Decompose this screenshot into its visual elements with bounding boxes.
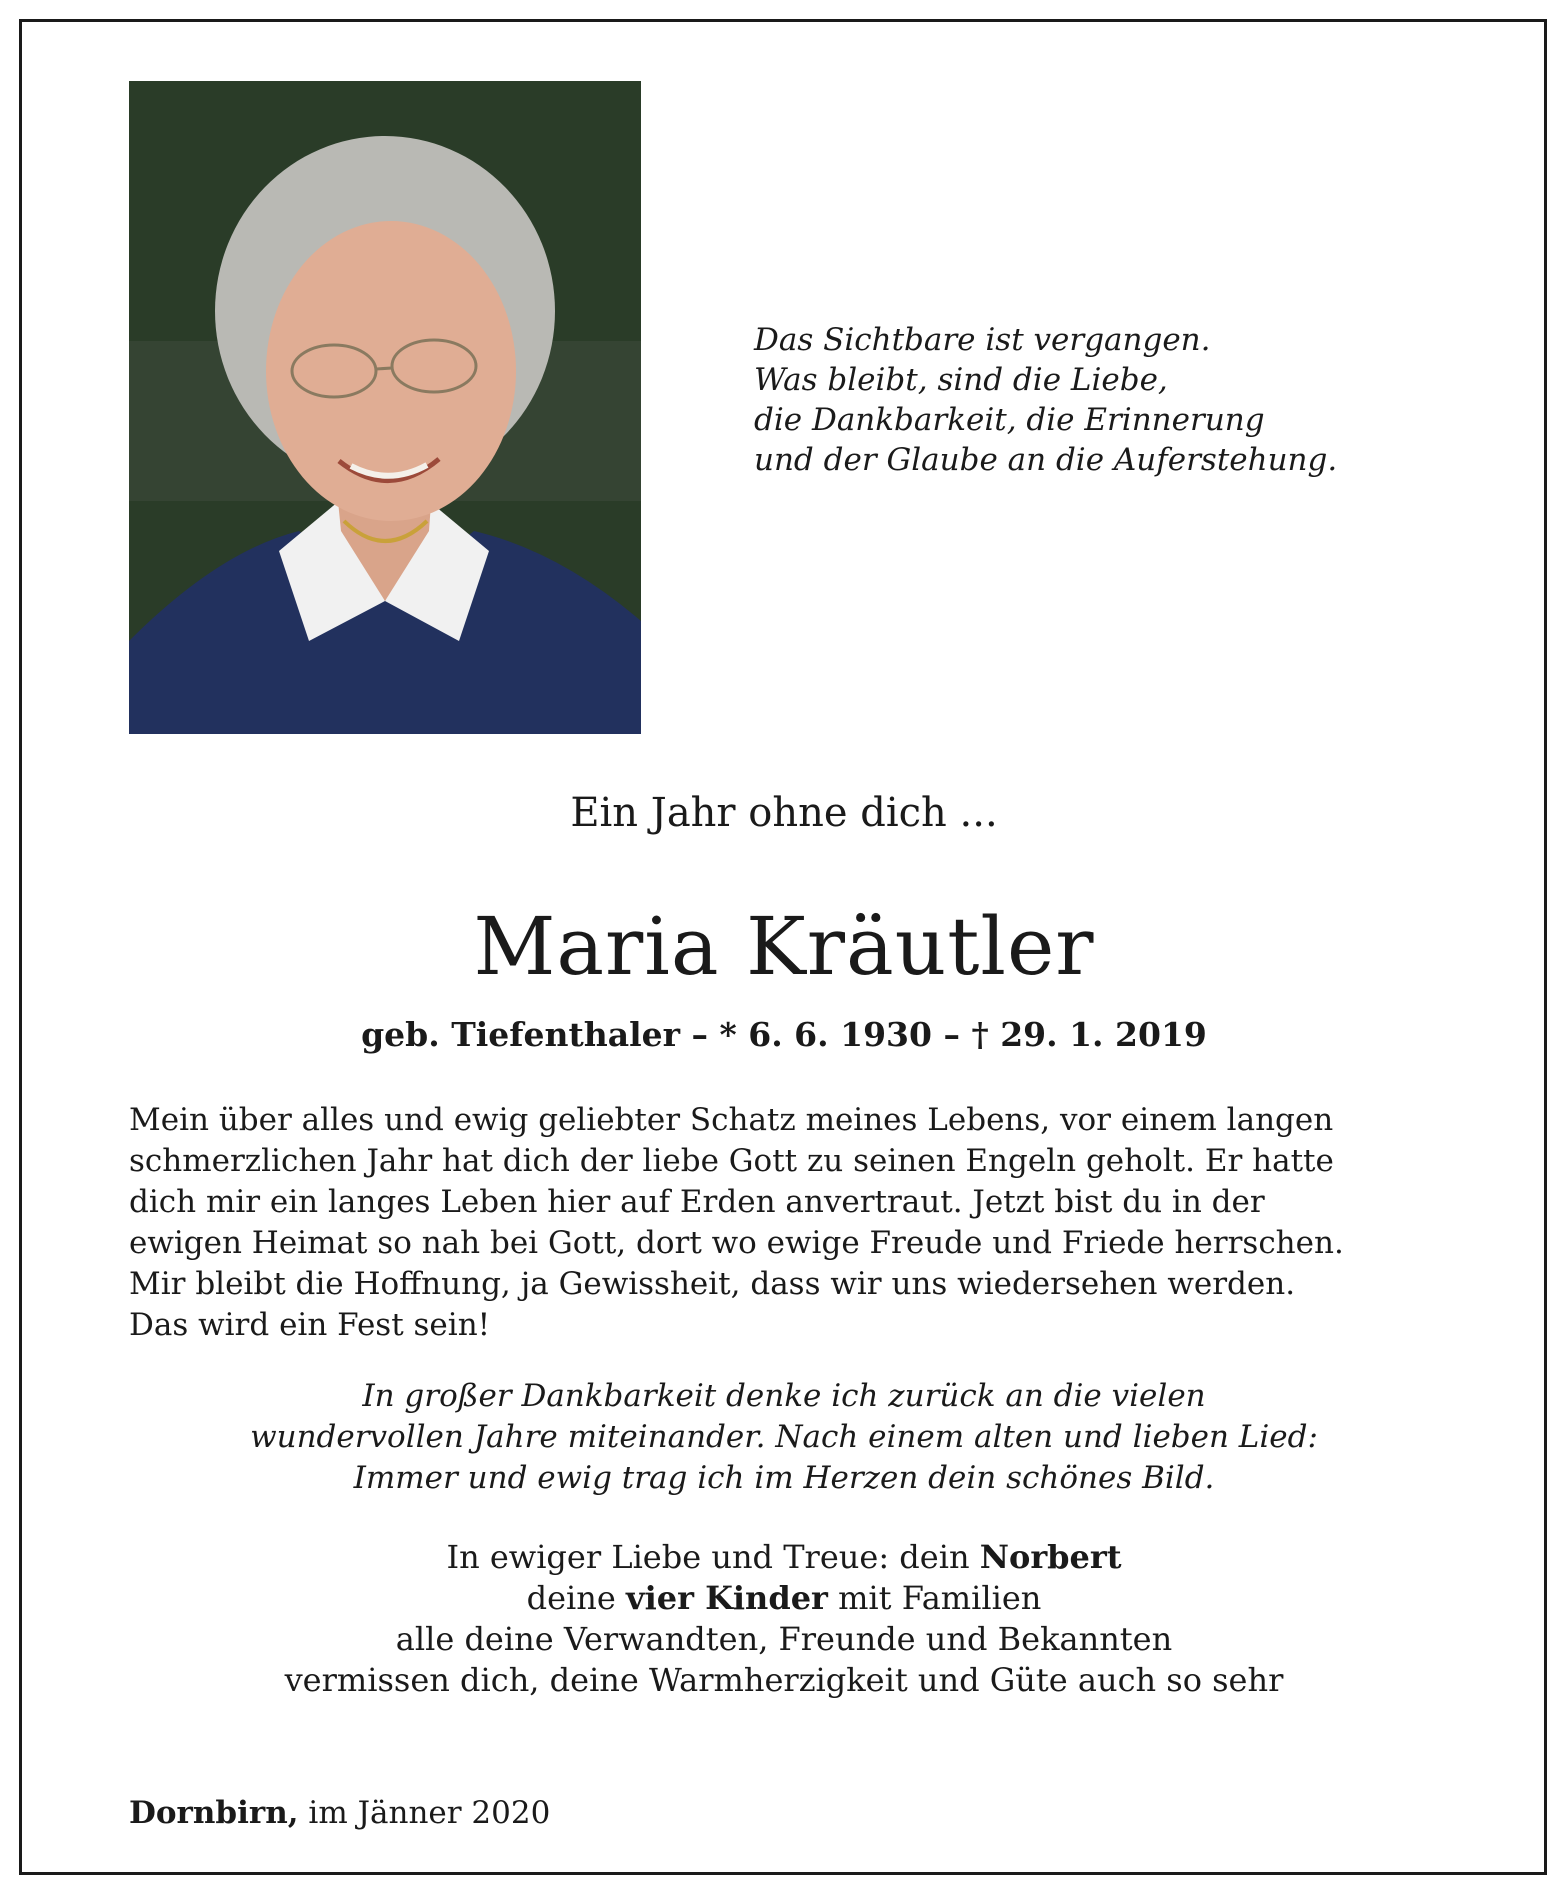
signature-name: Norbert [979,1538,1122,1576]
verse-line: Was bleibt, sind die Liebe, [754,362,1168,398]
portrait-photo [129,81,641,734]
verse-line: und der Glaube an die Auferstehung. [754,442,1338,478]
body-line: Mir bleibt die Hoffnung, ja Gewissheit, dass wir uns wiedersehen werden. [129,1266,1296,1302]
portrait-illustration [129,81,641,734]
signature-line-3: alle deine Verwandten, Freunde und Bekannten [395,1620,1173,1658]
signature-line-1 [129,1537,1439,1578]
signature-text: mit Familien [827,1579,1042,1617]
signature-line-2 [129,1578,1439,1619]
intro-line: Ein Jahr ohne dich ... [570,790,998,836]
quote-line: wundervollen Jahre miteinander. Nach einem alten und lieben Lied: [250,1419,1318,1455]
verse [754,320,1454,480]
signature-line-4: vermissen dich, deine Warmherzigkeit und Güte auch so sehr [284,1661,1284,1699]
place-city: Dornbirn, [129,1795,299,1831]
message-body [129,1100,1439,1701]
signature-text: deine [526,1579,626,1617]
signature-text: In ewiger Liebe und Treue: dein [446,1538,980,1576]
verse-line: die Dankbarkeit, die Erinnerung [754,402,1265,438]
body-line: schmerzlichen Jahr hat dich der liebe Gott zu seinen Engeln geholt. Er hatte [129,1143,1334,1179]
body-line: ewigen Heimat so nah bei Gott, dort wo ewige Freude und Friede herrschen. [129,1225,1344,1261]
verse-line: Das Sichtbare ist vergangen. [754,322,1211,358]
deceased-name: Maria Kräutler [473,900,1095,993]
quote-line: In großer Dankbarkeit denke ich zurück an die vielen [362,1378,1206,1414]
body-line: dich mir ein langes Leben hier auf Erden anvertraut. Jetzt bist du in der [129,1184,1265,1220]
quote-line: Immer und ewig trag ich im Herzen dein schönes Bild. [353,1460,1215,1496]
body-line: Mein über alles und ewig geliebter Schatz meines Lebens, vor einem langen [129,1102,1334,1138]
birth-death-dates: geb. Tiefenthaler – * 6. 6. 1930 – † 29. 1. 2019 [361,1015,1207,1054]
signature-name: vier Kinder [625,1579,828,1617]
place-date [129,1795,550,1831]
place-date-text: im Jänner 2020 [298,1795,551,1831]
body-line: Das wird ein Fest sein! [129,1307,491,1343]
